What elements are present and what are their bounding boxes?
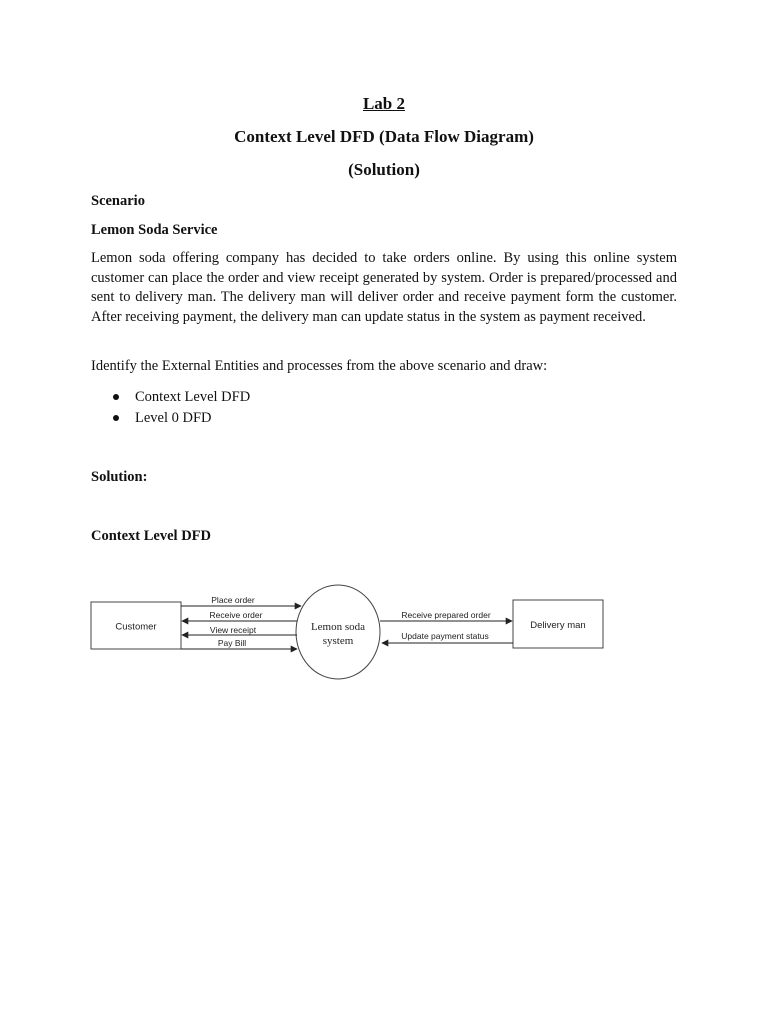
deliverables-list <box>91 387 250 428</box>
list-item <box>91 387 250 408</box>
document-subtitle: (Solution) <box>348 160 420 179</box>
delivery-man-entity-label: Delivery man <box>530 620 586 631</box>
flow-view-receipt-label: View receipt <box>209 625 257 635</box>
document-title: Context Level DFD (Data Flow Diagram) <box>234 127 534 146</box>
process-label-line1: Lemon soda <box>310 621 366 633</box>
customer-entity-label: Customer <box>115 621 157 633</box>
context-dfd-diagram <box>85 580 615 685</box>
list-item-label: Context Level DFD <box>135 389 251 405</box>
list-item-label: Level 0 DFD <box>135 409 212 426</box>
flow-update-payment-status-label: Update payment status <box>401 631 489 641</box>
flow-place-order-label: Place order <box>211 595 255 605</box>
task-instruction: Identify the External Entities and processes from the above scenario and draw: <box>91 358 548 374</box>
service-title: Lemon Soda Service <box>91 222 218 238</box>
list-item <box>91 408 250 429</box>
solution-heading: Solution: <box>91 469 148 485</box>
flow-receive-order-label: Receive order <box>209 610 263 620</box>
lab-number: Lab 2 <box>362 94 406 113</box>
context-dfd-heading: Context Level DFD <box>91 528 212 544</box>
flow-receive-prepared-order-label: Receive prepared order <box>401 610 491 620</box>
bullet-icon <box>113 394 119 400</box>
bullet-icon <box>113 415 119 421</box>
scenario-paragraph: Lemon soda offering company has decided to take orders online. By using this online system customer can place the order and view receipt generated by system. Order is prepared/processed and sent to delivery man. The delivery man will deliver order and receive payment form the customer. After receiving payment, the delivery man can update status in the system as payment received. <box>91 250 677 325</box>
process-label-line2: system <box>322 635 354 647</box>
scenario-heading: Scenario <box>91 193 145 209</box>
flow-pay-bill-label: Pay Bill <box>217 638 247 648</box>
